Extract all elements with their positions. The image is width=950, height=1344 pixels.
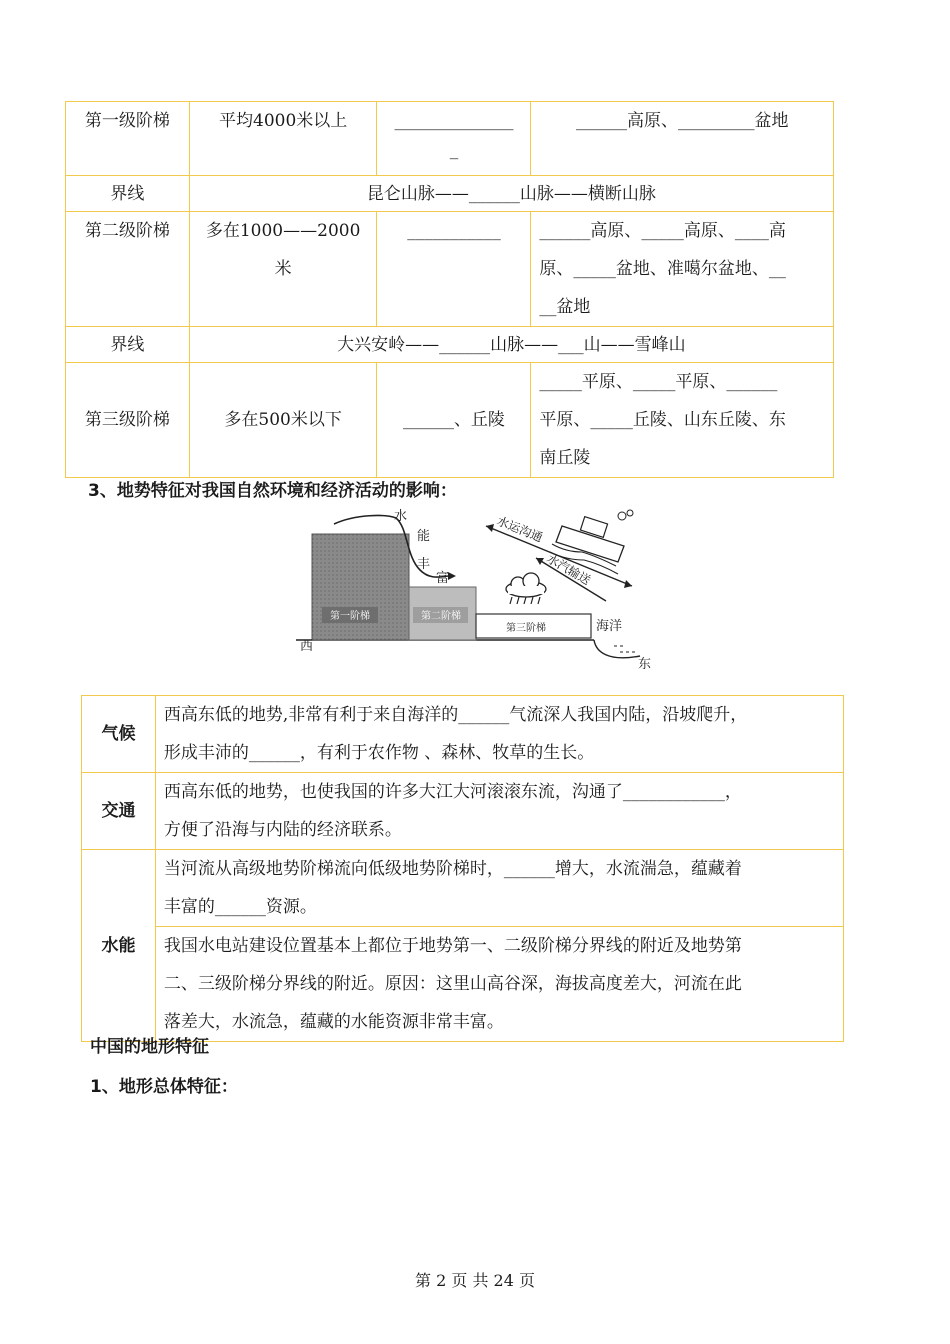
text-line: 落差大，水流急，蕴藏的水能资源非常丰富。	[163, 1012, 504, 1032]
step1-label: 第一阶梯	[330, 611, 370, 622]
step-landform-blank: ______、丘陵	[377, 363, 531, 478]
climate-label: 气候	[82, 696, 156, 773]
text-line: 西高东低的地势，也使我国的许多大江大河滚滚东流，沟通了____________，	[163, 782, 742, 802]
boundary-text: 大兴安岭——______山脉——___山——雪峰山	[189, 327, 833, 363]
west-label: 西	[300, 639, 314, 654]
blank-line: ______________	[394, 111, 514, 131]
ocean-label: 海洋	[596, 619, 623, 634]
climate-text	[155, 696, 843, 773]
impacts-table	[81, 695, 844, 1042]
hydro-text-b	[155, 927, 843, 1042]
step-name: 第三级阶梯	[66, 363, 190, 478]
boundary-label: 界线	[66, 176, 190, 212]
water-transport-label: 水运沟通	[494, 513, 545, 545]
step-regions	[531, 212, 834, 327]
text-line: 当河流从高级地势阶梯流向低级地势阶梯时，______增大，水流湍急，蕴藏着	[163, 859, 742, 879]
text-line: 丰富的______资源。	[163, 897, 317, 917]
step-regions	[531, 363, 834, 478]
regions-line: ______高原、_____高原、____高	[539, 221, 786, 241]
step-altitude	[189, 212, 377, 327]
terrain-steps-table	[65, 101, 834, 478]
regions-line: 平原、_____丘陵、山东丘陵、东	[539, 410, 786, 430]
water-vapor-label: 水汽输送	[544, 551, 594, 588]
regions-line: _____平原、_____平原、______	[539, 372, 778, 392]
blank-line-cont: _	[449, 140, 459, 160]
regions-line: 南丘陵	[539, 448, 591, 468]
step2-label: 第二阶梯	[421, 611, 461, 622]
coastline	[594, 640, 640, 658]
step-name: 第二级阶梯	[66, 212, 190, 327]
hydro-text-1: 水	[394, 509, 408, 524]
step-landform-blank: ___________	[377, 212, 531, 327]
hydro-text-2: 能	[417, 529, 431, 544]
text-line: 西高东低的地势,非常有利于来自海洋的______气流深人我国内陆，沿坡爬升，	[163, 705, 748, 725]
traffic-label: 交通	[82, 773, 156, 850]
rain-cloud-icon	[506, 573, 546, 604]
boundary-text: 昆仑山脉——______山脉——横断山脉	[189, 176, 833, 212]
regions-line: 原、_____盆地、准噶尔盆地、__	[539, 259, 786, 279]
hydro-text-3: 丰	[417, 557, 431, 572]
table-row	[82, 850, 844, 927]
hydro-text-4: 富	[436, 571, 450, 586]
step-regions: ______高原、_________盆地	[531, 102, 834, 176]
hydro-text-a	[155, 850, 843, 927]
table-row	[66, 327, 834, 363]
step3-label: 第三阶梯	[506, 623, 546, 634]
text-line: 方便了沿海与内陆的经济联系。	[163, 820, 402, 840]
table-row	[66, 212, 834, 327]
terrain-diagram	[296, 506, 666, 678]
altitude-line: 多在1000——2000	[205, 221, 361, 241]
step-landform-blank	[377, 102, 531, 176]
table-row	[82, 696, 844, 773]
hydro-label: 水能	[82, 850, 156, 1042]
step-altitude: 平均4000米以上	[189, 102, 377, 176]
table-row	[66, 102, 834, 176]
table-row	[66, 176, 834, 212]
table-row	[66, 363, 834, 478]
section-3-heading: 3、地势特征对我国自然环境和经济活动的影响：	[88, 481, 457, 501]
altitude-line: 米	[274, 259, 292, 279]
step-altitude: 多在500米以下	[189, 363, 377, 478]
regions-line: __盆地	[539, 297, 591, 317]
terrain-subsection-title: 1、地形总体特征：	[90, 1077, 238, 1097]
page-footer: 第 2 页 共 24 页	[415, 1271, 535, 1290]
terrain-section-title: 中国的地形特征	[90, 1037, 209, 1057]
step-name: 第一级阶梯	[66, 102, 190, 176]
traffic-text	[155, 773, 843, 850]
table-row	[82, 927, 844, 1042]
text-line: 二、三级阶梯分界线的附近。原因：这里山高谷深，海拔高度差大，河流在此	[163, 974, 742, 994]
boundary-label: 界线	[66, 327, 190, 363]
east-label: 东	[638, 657, 652, 672]
table-row	[82, 773, 844, 850]
text-line: 形成丰沛的______，有利于农作物 、森林、牧草的生长。	[163, 743, 595, 763]
text-line: 我国水电站建设位置基本上都位于地势第一、二级阶梯分界线的附近及地势第	[163, 936, 742, 956]
